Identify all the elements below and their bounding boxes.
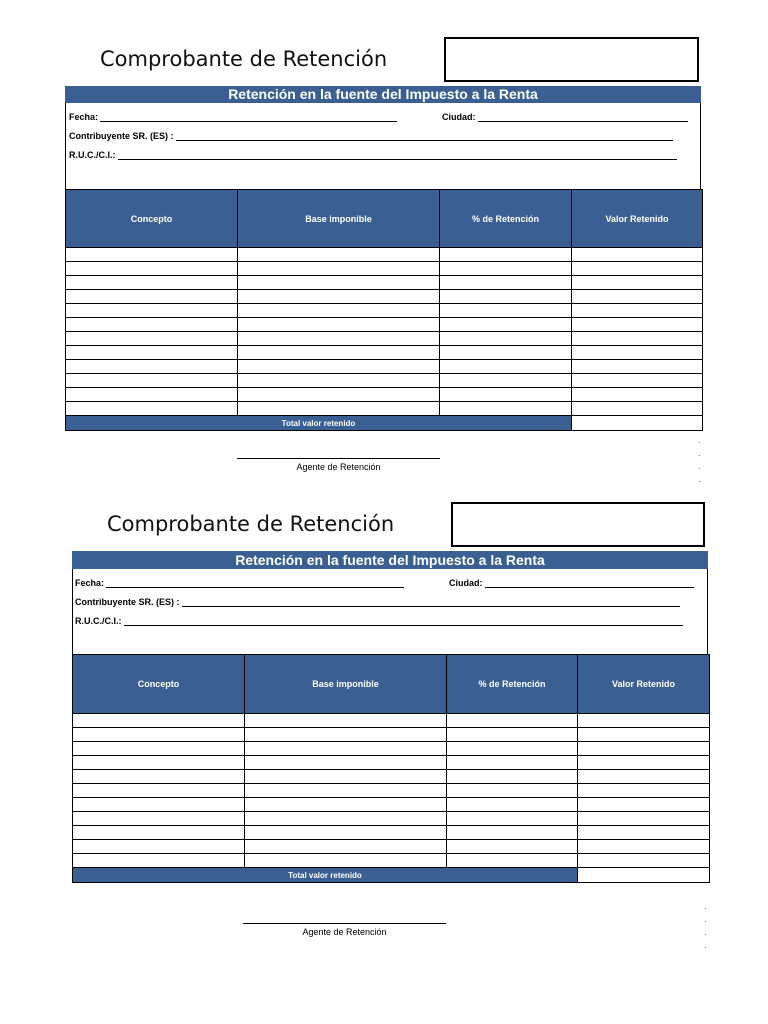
signature-block — [243, 923, 446, 937]
table-row — [73, 826, 710, 840]
column-header-porcentaje: % de Retención — [447, 655, 578, 714]
voucher-number-box[interactable] — [451, 502, 705, 547]
ciudad-field[interactable] — [449, 576, 694, 588]
total-row — [73, 868, 710, 883]
table-row — [73, 840, 710, 854]
voucher-title: Comprobante de Retención — [107, 512, 395, 536]
table-row — [73, 728, 710, 742]
column-header-concepto: Concepto — [66, 190, 238, 248]
margin-dots: · · · · — [704, 904, 707, 952]
voucher-header-band: Retención en la fuente del Impuesto a la Renta — [65, 86, 701, 103]
ciudad-line — [485, 578, 695, 588]
fecha-label: Fecha: — [75, 578, 105, 588]
table-row — [73, 854, 710, 868]
column-header-valor-retenido: Valor Retenido — [572, 190, 703, 248]
column-header-valor-retenido: Valor Retenido — [578, 655, 710, 714]
ciudad-label: Ciudad: — [442, 112, 476, 122]
voucher-title: Comprobante de Retención — [100, 47, 388, 71]
column-header-porcentaje: % de Retención — [440, 190, 572, 248]
contribuyente-label: Contribuyente SR. (ES) : — [69, 131, 174, 141]
agent-label: Agente de Retención — [296, 462, 381, 472]
ruc-label: R.U.C./C.I.: — [69, 150, 116, 160]
contribuyente-field[interactable] — [75, 595, 680, 607]
table-row — [73, 742, 710, 756]
fecha-field[interactable] — [75, 576, 404, 588]
total-value-cell[interactable] — [578, 868, 710, 883]
total-label: Total valor retenido — [66, 416, 572, 431]
table-row — [73, 714, 710, 728]
voucher-header-band: Retención en la fuente del Impuesto a la Renta — [72, 551, 708, 569]
table-row — [73, 812, 710, 826]
table-row — [73, 770, 710, 784]
retention-rows — [73, 714, 710, 883]
table-row — [73, 798, 710, 812]
ruc-field[interactable] — [75, 614, 683, 626]
ruc-label: R.U.C./C.I.: — [75, 616, 122, 626]
column-header-base-imponible: Base imponible — [238, 190, 440, 248]
table-row — [73, 784, 710, 798]
table-row — [73, 756, 710, 770]
column-header-base-imponible: Base imponible — [245, 655, 447, 714]
ruc-line — [124, 616, 684, 626]
column-header-concepto: Concepto — [73, 655, 245, 714]
contribuyente-label: Contribuyente SR. (ES) : — [75, 597, 180, 607]
margin-dots: · · · · — [698, 438, 701, 486]
fecha-label: Fecha: — [69, 112, 99, 122]
fecha-line — [106, 578, 404, 588]
agent-label: Agente de Retención — [302, 927, 387, 937]
ciudad-label: Ciudad: — [449, 578, 483, 588]
total-label: Total valor retenido — [73, 868, 578, 883]
contribuyente-line — [182, 597, 680, 607]
retention-table — [72, 654, 710, 883]
